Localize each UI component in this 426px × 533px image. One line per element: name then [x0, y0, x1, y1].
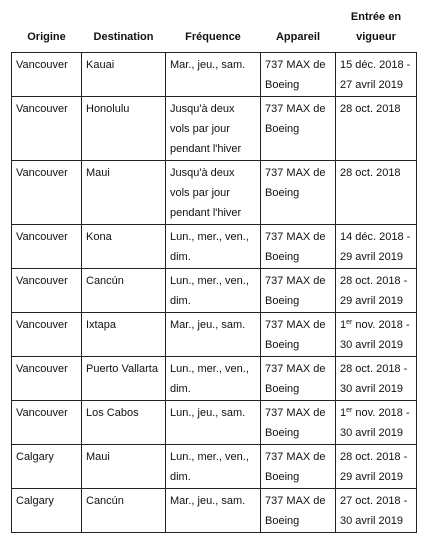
table-row	[12, 444, 417, 488]
cell-frequency: Lun., mer., ven., dim.	[166, 224, 261, 268]
cell-origin: Calgary	[12, 488, 82, 532]
table-row	[12, 96, 417, 160]
cell-destination: Kauai	[82, 52, 166, 96]
cell-effective	[336, 268, 417, 312]
cell-aircraft: 737 MAX de Boeing	[261, 224, 336, 268]
flight-schedule-table	[11, 6, 417, 533]
cell-effective	[336, 488, 417, 532]
table-row	[12, 160, 417, 224]
effective-text: 28 oct. 2018	[340, 102, 401, 115]
effective-text: 27 oct. 2018 - 30 avril 2019	[340, 494, 408, 527]
table-row	[12, 268, 417, 312]
cell-frequency: Jusqu'à deux vols par jour pendant l'hiver	[166, 160, 261, 224]
effective-text: 15 déc. 2018 - 27 avril 2019	[340, 58, 411, 91]
cell-origin: Vancouver	[12, 312, 82, 356]
cell-origin: Vancouver	[12, 52, 82, 96]
cell-destination: Los Cabos	[82, 400, 166, 444]
cell-effective	[336, 356, 417, 400]
header-origin: Origine	[27, 30, 66, 43]
cell-destination: Cancún	[82, 488, 166, 532]
table-row	[12, 400, 417, 444]
effective-text: 28 oct. 2018 - 29 avril 2019	[340, 450, 408, 483]
effective-day: 1	[340, 406, 347, 419]
table-row	[12, 488, 417, 532]
effective-text: nov. 2018 - 30 avril 2019	[340, 318, 410, 351]
cell-destination: Cancún	[82, 268, 166, 312]
cell-aircraft: 737 MAX de Boeing	[261, 96, 336, 160]
cell-origin: Vancouver	[12, 160, 82, 224]
cell-frequency: Lun., mer., ven., dim.	[166, 444, 261, 488]
effective-ordinal: er	[346, 406, 353, 414]
effective-day: 1	[340, 318, 347, 331]
cell-origin: Calgary	[12, 444, 82, 488]
effective-text: 14 déc. 2018 - 29 avril 2019	[340, 230, 411, 263]
cell-origin: Vancouver	[12, 224, 82, 268]
cell-frequency: Lun., mer., ven., dim.	[166, 356, 261, 400]
effective-text: 28 oct. 2018	[340, 166, 401, 179]
effective-ordinal: er	[346, 318, 353, 326]
cell-destination: Maui	[82, 444, 166, 488]
cell-effective	[336, 312, 417, 356]
cell-effective	[336, 400, 417, 444]
cell-destination: Puerto Vallarta	[82, 356, 166, 400]
cell-origin: Vancouver	[12, 96, 82, 160]
cell-destination: Kona	[82, 224, 166, 268]
cell-aircraft: 737 MAX de Boeing	[261, 312, 336, 356]
header-destination: Destination	[93, 30, 154, 43]
cell-aircraft: 737 MAX de Boeing	[261, 160, 336, 224]
cell-origin: Vancouver	[12, 268, 82, 312]
table-row	[12, 224, 417, 268]
header-frequency: Fréquence	[185, 30, 241, 43]
header-effective: Entrée en vigueur	[350, 10, 402, 43]
cell-frequency: Lun., mer., ven., dim.	[166, 268, 261, 312]
cell-aircraft: 737 MAX de Boeing	[261, 400, 336, 444]
cell-effective	[336, 224, 417, 268]
effective-text: 28 oct. 2018 - 29 avril 2019	[340, 274, 408, 307]
cell-frequency: Lun., jeu., sam.	[166, 400, 261, 444]
cell-destination: Maui	[82, 160, 166, 224]
table-row	[12, 356, 417, 400]
cell-effective	[336, 444, 417, 488]
table-row	[12, 312, 417, 356]
cell-aircraft: 737 MAX de Boeing	[261, 268, 336, 312]
cell-frequency: Mar., jeu., sam.	[166, 52, 261, 96]
cell-aircraft: 737 MAX de Boeing	[261, 52, 336, 96]
cell-destination: Ixtapa	[82, 312, 166, 356]
cell-frequency: Mar., jeu., sam.	[166, 488, 261, 532]
cell-destination: Honolulu	[82, 96, 166, 160]
header-aircraft: Appareil	[275, 30, 320, 43]
cell-effective	[336, 52, 417, 96]
table-row	[12, 52, 417, 96]
table-header-row	[12, 6, 417, 52]
cell-aircraft: 737 MAX de Boeing	[261, 488, 336, 532]
cell-effective	[336, 96, 417, 160]
cell-aircraft: 737 MAX de Boeing	[261, 356, 336, 400]
cell-effective	[336, 160, 417, 224]
cell-aircraft: 737 MAX de Boeing	[261, 444, 336, 488]
effective-text: 28 oct. 2018 - 30 avril 2019	[340, 362, 408, 395]
cell-frequency: Jusqu'à deux vols par jour pendant l'hiver	[166, 96, 261, 160]
cell-origin: Vancouver	[12, 400, 82, 444]
cell-frequency: Mar., jeu., sam.	[166, 312, 261, 356]
effective-text: nov. 2018 - 30 avril 2019	[340, 406, 410, 439]
cell-origin: Vancouver	[12, 356, 82, 400]
